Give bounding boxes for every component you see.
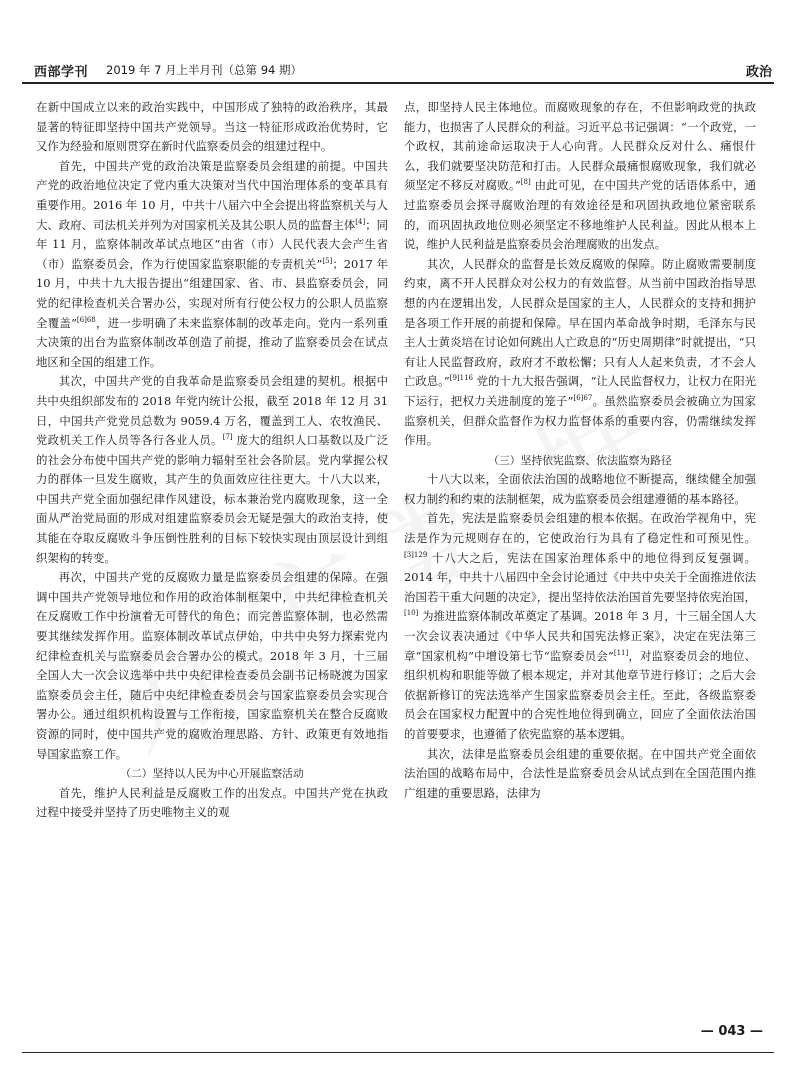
paragraph-text: ，进一步明确了未来监察体制的改革走向。党内一系列重大决策的出台为监察体制改革创造了前提，推动了监察委员会在试点地区和全国的组建工作。 [36, 315, 388, 369]
section-subheading [36, 764, 388, 784]
paragraph-text: （二）坚持以人民为中心开展监察活动 [120, 767, 304, 781]
section-label: 政治 [745, 65, 772, 80]
citation-marker: [11] [613, 648, 629, 657]
running-header [22, 57, 774, 79]
paragraph-text: 党的十九大报告强调，“让人民监督权力，让权力在阳光下运行，把权力关进制度的笼子” [404, 374, 756, 408]
paragraph-text: 。虽然监察委员会被确立为国家监察机关，但群众监督作为权力监督体系的重要内容，仍需继续发挥作用。 [404, 393, 756, 448]
citation-marker: [9]116 [449, 374, 473, 383]
citation-marker: [6]68 [76, 315, 96, 324]
citation-marker: [3]129 [404, 550, 428, 559]
left-column [36, 98, 388, 823]
paragraph-text: （三）坚持依宪监察、依法监察为路径 [488, 453, 672, 467]
header-rule [22, 82, 774, 84]
paragraph-text: 由此可见，在中国共产党的话语体系中，通过监察委员会探寻腐败治理的有效途径是和巩固执政地位紧密联系的，而巩固执政地位则必须坚定不移地维护人民利益。因此从根本上说，维护人民利益是监察委员会治理腐败的出发点。 [404, 178, 757, 252]
body-paragraph [404, 470, 756, 509]
body-paragraph [36, 568, 388, 764]
paragraph-text: 为推进监察体制改革奠定了基调。2018 年 3 月，十三届全国人大一次会议表决通过《中华人民共和国宪法修正案》，决定在宪法第三章“国家机构”中增设第七节“监察委员会” [404, 609, 756, 663]
body-paragraph [404, 98, 756, 255]
paragraph-text: 十八大以来，全面依法治国的战略地位不断提高，继续健全加强权力制约和约束的法制框架，成为监察委员会组建遵循的基本路径。 [404, 472, 756, 506]
journal-issue: 2019 年 7 月上半月刊（总第 94 期） [106, 63, 302, 77]
body-paragraph [404, 509, 756, 744]
paragraph-text: ；同年 11 月，监察体制改革试点地区“由省（市）人民代表大会产生省（市）监察委员会，作为行使国家监察职能的专责机关” [36, 217, 388, 271]
body-paragraph [36, 784, 388, 823]
paragraph-text: 庞大的组织人口基数以及广泛的社会分布使中国共产党的影响力辐射至社会各阶层。党内掌握公权力的群体一旦发生腐败，其产生的负面效应往往更大。十八大以来，中国共产党全面加强纪律作风建设，标本兼治党内腐败现象，这一全面从严治党局面的形成对组建监察委员会无疑是强大的政治支持，使其能在夺取反腐败斗争压倒性胜利的目标下较快实现由顶层设计到组织架构的转变。 [36, 433, 388, 565]
citation-marker: [6]67 [573, 394, 593, 403]
paragraph-text: 再次，中国共产党的反腐败力量是监察委员会组建的保障。在强调中国共产党领导地位和作用的政治体制框架中，中共纪律检查机关在反腐败工作中扮演着无可替代的角色；而完善监察体制，也必然需要其继续发挥作用。监察体制改革试点伊始，中共中央努力探索党内纪律检查机关与监察委员会合署办公的模式。2018 年 3 月，十三届全国人大一次会议选举中共中央纪律检查委员会副书记杨晓渡为国家监察委员会主任，随后中央纪律检查委员会与国家监察委员会实现合署办公。通过组织机构设置与工作衔接，国家监察机关在整合反腐败资源的同时，使中国共产党的腐败治理思路、方针、政策更有效地指导国家监察工作。 [36, 570, 388, 761]
paragraph-text: ，对监察委员会的地位、组织机构和职能等做了根本规定，并对其他章节进行修订；之后大会依据新修订的宪法选举产生国家监察委员会主任。至此，各级监察委员会在国家权力配置中的合宪性地位得到确立，回应了全面依法治国的首要要求，也遵循了依宪监察的基本逻辑。 [404, 648, 756, 741]
journal-brand: 西部学刊 [34, 65, 89, 80]
section-subheading [404, 451, 756, 471]
citation-marker: [4] [355, 217, 366, 226]
citation-marker: [8] [520, 178, 531, 187]
paragraph-text: 十八大之后，宪法在国家治理体系中的地位得到反复强调。2014 年，中共十八届四中全会讨论通过《中共中央关于全面推进依法治国若干重大问题的决定》，提出坚持依法治国首先要坚持依宪治国， [404, 550, 756, 604]
page-number: — 043 — [700, 1024, 763, 1039]
citation-marker: [10] [404, 609, 419, 618]
paragraph-text: ；2017 年 10 月，中共十九大报告提出“组建国家、省、市、县监察委员会，同党的纪律检查机关合署办公，实现对所有行使公权力的公职人员监察全覆盖” [36, 256, 389, 330]
right-column [404, 98, 756, 803]
paragraph-text: 其次，人民群众的监督是长效反腐败的保障。防止腐败需要制度约束，离不开人民群众对公权力的有效监督。从当前中国政治指导思想的内在逻辑出发，人民群众是国家的主人，人民群众的支持和拥护是各项工作开展的前提和保障。早在国内革命战争时期，毛泽东与民主人士黄炎培在讨论如何跳出人亡政息的“历史周期律”时就提出，“只有让人民监督政府，政府才不敢松懈；只有人人起来负责，才不会人亡政息。” [404, 256, 756, 389]
paragraph-text: 首先，宪法是监察委员会组建的根本依据。在政治学视角中，宪法是作为元规则存在的，它使政治行为具有了稳定性和可预见性。 [404, 511, 756, 546]
body-paragraph [404, 255, 756, 451]
body-paragraph [36, 98, 388, 157]
citation-marker: [7] [222, 433, 233, 442]
body-paragraph [36, 157, 388, 373]
body-paragraph [404, 745, 756, 804]
citation-marker: [5] [322, 256, 333, 265]
paragraph-text: 其次，法律是监察委员会组建的重要依据。在中国共产党全面依法治国的战略布局中，合法性是监察委员会从试点到在全国范围内推广组建的重要思路，法律为 [404, 746, 756, 800]
footer-rule [22, 1052, 774, 1053]
paragraph-text: 首先，维护人民利益是反腐败工作的出发点。中国共产党在执政过程中接受并坚持了历史唯物主义的观 [36, 785, 388, 820]
paragraph-text: 在新中国成立以来的政治实践中，中国形成了独特的政治秩序，其最显著的特征即坚持中国共产党领导。当这一特征形成政治优势时，它又作为经验和原则贯穿在新时代监察委员会的组建过程中。 [36, 100, 388, 154]
paragraph-text: 其次，中国共产党的自我革命是监察委员会组建的契机。根据中共中央组织部发布的 2018 年党内统计公报，截至 2018 年 12 月 31 日，中国共产党党员总数为 9059.4 万名，覆盖到工人、农牧渔民、党政机关工作人员等各行各业人员。 [36, 374, 388, 448]
paragraph-text: 点，即坚持人民主体地位。而腐败现象的存在，不但影响政党的执政能力，也损害了人民群众的利益。习近平总书记强调：“一个政党，一个政权，其前途命运取决于人心向背。人民群众反对什么、痛恨什么，我们就要坚决防范和打击。人民群众最痛恨腐败现象，我们就必须坚定不移反对腐败。” [404, 100, 756, 193]
body-paragraph [36, 372, 388, 568]
paragraph-text: 首先，中国共产党的政治决策是监察委员会组建的前提。中国共产党的政治地位决定了党内重大决策对当代中国治理体系的变革具有重要作用。2016 年 10 月，中共十八届六中全会提出将监察机关与人大、政府、司法机关并列为对国家机关及其公职人员的监督主体 [36, 158, 388, 232]
